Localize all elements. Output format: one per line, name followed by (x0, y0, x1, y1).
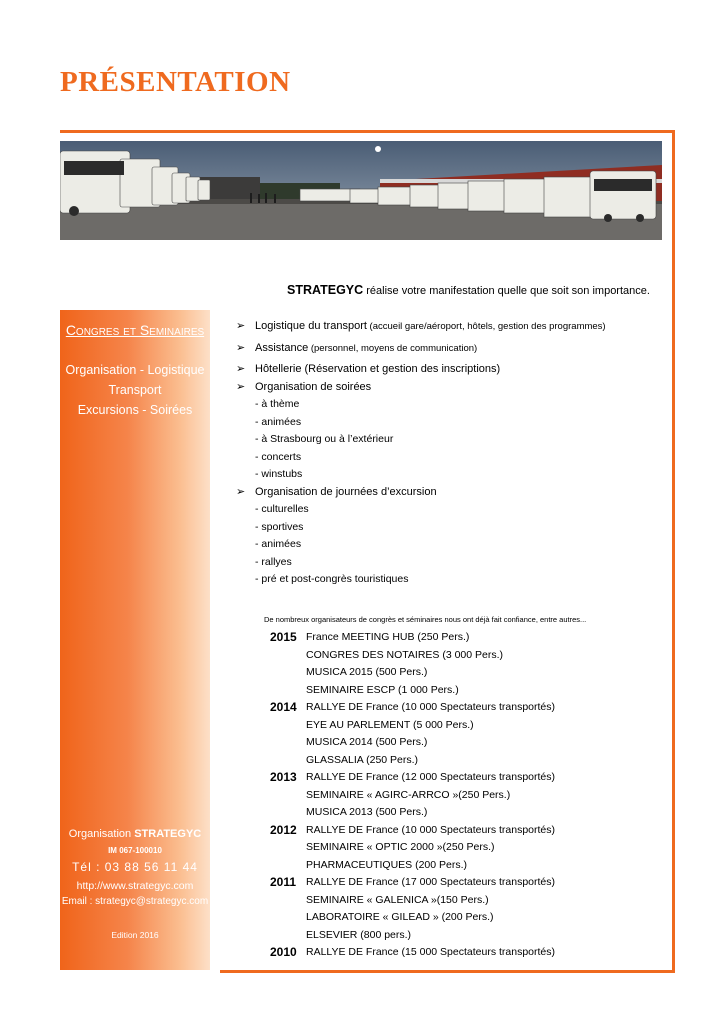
service-item (236, 340, 656, 358)
reference-text: MUSICA 2014 (500 Pers.) (306, 736, 428, 748)
service-label: Hôtellerie (Réservation et gestion des inscriptions) (255, 363, 501, 375)
sub-item: - à Strasbourg ou à l’extérieur (255, 433, 394, 445)
service-label: Organisation de journées d’excursion (255, 485, 437, 498)
sub-item: - concerts (255, 450, 302, 463)
right-rule (672, 130, 675, 973)
reference-year: 2010 (270, 945, 297, 959)
references-intro: De nombreux organisateurs de congrès et séminaires nous ont déjà fait confiance, entre autres... (264, 615, 587, 624)
sub-item: - winstubs (255, 468, 303, 480)
arrow-bullet-icon: ➢ (236, 341, 246, 354)
organisation-prefix: Organisation (68, 828, 132, 840)
reference-year: 2015 (270, 630, 297, 644)
sub-item: - sportives (255, 520, 304, 533)
service-detail: (accueil gare/aéroport, hôtels, gestion des programmes) (366, 321, 606, 332)
sub-item: - animées (255, 415, 302, 428)
sidebar-line: Excursions - Soirées (77, 403, 193, 417)
reference-text: SEMINAIRE ESCP (1 000 Pers.) (306, 683, 459, 696)
reference-text: SEMINAIRE « OPTIC 2000 »(250 Pers.) (306, 841, 495, 853)
edition-label: Edition 2016 (111, 930, 159, 940)
email-link[interactable]: Email : strategyc@strategyc.com (61, 896, 209, 907)
reference-text: RALLYE DE France (15 000 Spectateurs transportés) (306, 946, 556, 958)
bus-fleet-illustration (60, 141, 662, 240)
service-item (236, 379, 656, 397)
reference-year: 2011 (270, 875, 297, 889)
sidebar-line: Transport (108, 383, 162, 397)
bottom-rule (220, 970, 675, 973)
intro-sentence (287, 283, 650, 297)
reference-text: LABORATOIRE « GILEAD » (200 Pers.) (306, 911, 494, 923)
services-list (236, 318, 656, 589)
license-number: IM 067-100010 (108, 846, 162, 855)
reference-text: RALLYE DE France (10 000 Spectateurs transportés) (306, 823, 556, 836)
reference-text: RALLYE DE France (17 000 Spectateurs transportés) (306, 876, 556, 888)
organisation-line (60, 828, 210, 840)
service-detail: (personnel, moyens de communication) (308, 342, 478, 354)
service-label: Assistance (255, 341, 309, 354)
arrow-bullet-icon: ➢ (236, 363, 246, 375)
bus-fleet-photo (60, 141, 662, 240)
sidebar-heading: Congres et Seminaires (65, 322, 205, 338)
service-label: Logistique du transport (255, 320, 367, 332)
reference-text: SEMINAIRE « GALENICA »(150 Pers.) (306, 893, 489, 906)
sidebar (60, 310, 210, 970)
sidebar-line: Organisation - Logistique (65, 363, 205, 377)
reference-text: MUSICA 2015 (500 Pers.) (306, 666, 428, 678)
sub-item: - rallyes (255, 555, 292, 568)
reference-year: 2013 (270, 770, 297, 784)
service-label: Organisation de soirées (255, 380, 372, 393)
reference-text: GLASSALIA (250 Pers.) (306, 753, 419, 766)
service-item (236, 361, 656, 379)
reference-year: 2014 (270, 700, 297, 714)
reference-text: RALLYE DE France (10 000 Spectateurs transportés) (306, 701, 556, 713)
organisation-name: STRATEGYC (134, 828, 202, 840)
reference-text: MUSICA 2013 (500 Pers.) (306, 806, 428, 818)
reference-text: RALLYE DE France (12 000 Spectateurs transportés) (306, 771, 556, 783)
website-link[interactable]: http://www.strategyc.com (76, 880, 194, 892)
service-item (236, 318, 656, 336)
reference-text: France MEETING HUB (250 Pers.) (306, 631, 470, 643)
company-name: STRATEGYC (287, 283, 364, 297)
sub-item: - culturelles (255, 503, 309, 515)
intro-text: réalise votre manifestation quelle que soit son importance. (363, 285, 650, 297)
phone-number: Tél : 03 88 56 11 44 (72, 860, 198, 874)
page-title: PRÉSENTATION (60, 66, 291, 98)
reference-year: 2012 (270, 822, 297, 837)
arrow-bullet-icon: ➢ (236, 320, 246, 332)
reference-text: SEMINAIRE « AGIRC-ARRCO »(250 Pers.) (306, 788, 511, 801)
sub-item: - animées (255, 538, 302, 550)
reference-text: PHARMACEUTIQUES (200 Pers.) (306, 858, 468, 871)
reference-text: ELSEVIER (800 pers.) (306, 928, 412, 941)
reference-text: EYE AU PARLEMENT (5 000 Pers.) (306, 718, 474, 731)
top-rule (60, 130, 675, 133)
arrow-bullet-icon: ➢ (236, 485, 246, 498)
sub-item: - pré et post-congrès touristiques (255, 573, 409, 585)
reference-text: CONGRES DES NOTAIRES (3 000 Pers.) (306, 648, 504, 661)
arrow-bullet-icon: ➢ (236, 380, 246, 393)
sub-item: - à thème (255, 398, 300, 410)
service-item (236, 484, 656, 502)
